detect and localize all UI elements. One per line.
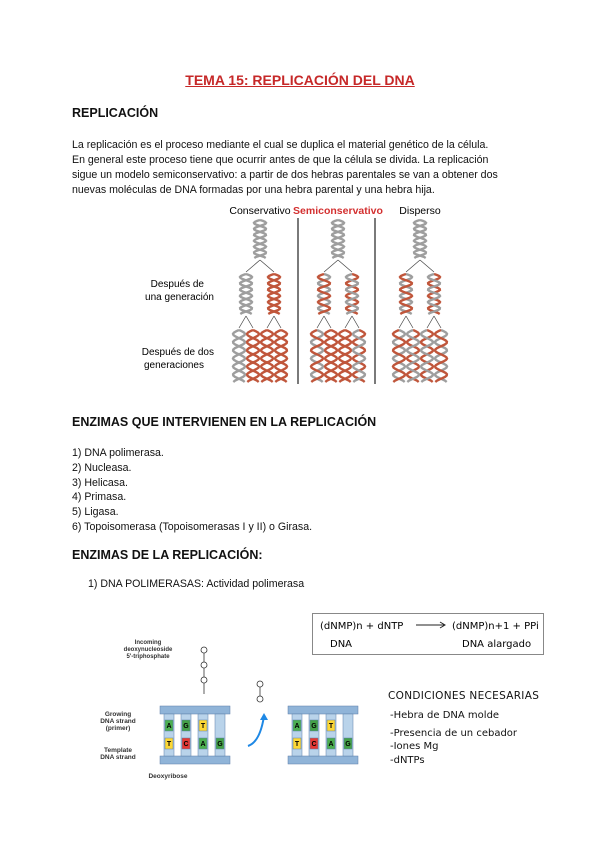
backbone-growing bbox=[160, 706, 230, 714]
dna-helix bbox=[428, 274, 440, 314]
model-label-conservativo: Conservativo bbox=[229, 205, 291, 217]
section-heading-enzimas: ENZIMAS QUE INTERVIENEN EN LA REPLICACIÓN bbox=[72, 415, 377, 429]
arrow-line bbox=[317, 316, 324, 328]
paragraph-line: sigue un modelo semiconservativo: a partir de dos hebras parentales se van a obtener dos bbox=[72, 169, 498, 181]
dna-helix bbox=[435, 330, 447, 382]
sub-item-dna-polimerasas: 1) DNA POLIMERASAS: Actividad polimerasa bbox=[88, 578, 305, 590]
dna-helix bbox=[318, 274, 330, 314]
base-letter: T bbox=[294, 741, 300, 748]
arrow-line bbox=[267, 316, 274, 328]
row-label-line: Después de dos bbox=[141, 347, 214, 358]
incoming-label-line: 5'-triphosphate bbox=[126, 654, 170, 660]
arrow-line bbox=[246, 260, 260, 272]
paragraph-line: En general este proceso tiene que ocurrir antes de que la célula se divida. La replicación bbox=[72, 154, 489, 166]
arrow-line bbox=[324, 260, 338, 272]
equation-right-label: DNA alargado bbox=[462, 639, 532, 650]
base-letter: C bbox=[311, 741, 317, 748]
dna-helix bbox=[275, 330, 287, 382]
arrow-line bbox=[406, 260, 420, 272]
backbone-template bbox=[160, 756, 230, 764]
release-arrow bbox=[248, 716, 264, 746]
base-letter: A bbox=[200, 741, 206, 748]
polymerase-mechanism-figure bbox=[100, 636, 380, 781]
paragraph-line: nuevas moléculas de DNA formadas por una hebra parental y una hebra hija. bbox=[72, 184, 435, 196]
arrow-line bbox=[345, 316, 352, 328]
growing-label-line: (primer) bbox=[105, 725, 131, 732]
model-label-disperso: Disperso bbox=[399, 205, 441, 217]
condition-item: -dNTPs bbox=[390, 755, 425, 766]
base-letter: T bbox=[200, 723, 206, 730]
dna-helix bbox=[247, 330, 259, 382]
template-label-line: DNA strand bbox=[100, 754, 136, 761]
section-heading-replicacion: REPLICACIÓN bbox=[72, 106, 159, 120]
list-item: 3) Helicasa. bbox=[72, 476, 128, 489]
helix-group bbox=[233, 220, 447, 382]
conditions-heading: CONDICIONES NECESARIAS bbox=[388, 690, 540, 702]
arrow-line bbox=[239, 316, 246, 328]
incoming-label-line: deoxynucleoside bbox=[123, 647, 173, 653]
base-letter: A bbox=[166, 723, 172, 730]
backbone-template bbox=[288, 756, 358, 764]
base-letter: G bbox=[183, 723, 189, 730]
base-letter: T bbox=[328, 723, 334, 730]
arrow-line bbox=[434, 316, 441, 328]
sugar-column bbox=[215, 714, 225, 756]
pyrophosphate-icon bbox=[257, 681, 263, 702]
list-item: 6) Topoisomerasa (Topoisomerasas I y II) o Girasa. bbox=[72, 520, 313, 533]
base-letter: T bbox=[166, 741, 172, 748]
row-label-line: Después de bbox=[150, 279, 204, 290]
base-letter: G bbox=[345, 741, 351, 748]
dna-helix bbox=[332, 220, 344, 258]
dna-helix bbox=[339, 330, 351, 382]
template-label-line: Template bbox=[103, 747, 133, 754]
base-letter: A bbox=[294, 723, 300, 730]
arrow-line bbox=[406, 316, 413, 328]
section-heading-enzimas-replicacion: ENZIMAS DE LA REPLICACIÓN: bbox=[72, 548, 263, 562]
dna-helix bbox=[254, 220, 266, 258]
phosphate-chain bbox=[201, 647, 207, 694]
dna-helix bbox=[353, 330, 365, 382]
row-label-line: una generación bbox=[145, 292, 214, 303]
list-item: 4) Primasa. bbox=[72, 491, 127, 504]
row-label-line: generaciones bbox=[143, 360, 204, 371]
sugar-column bbox=[343, 714, 353, 756]
model-label-semiconservativo: Semiconservativo bbox=[293, 205, 383, 217]
arrow-line bbox=[352, 316, 359, 328]
arrow-line bbox=[246, 316, 253, 328]
intro-paragraph bbox=[72, 138, 542, 198]
equation-left: (dNMP)n + dNTP bbox=[320, 621, 404, 632]
list-item: 2) Nucleasa. bbox=[72, 461, 132, 474]
list-item: 1) DNA polimerasa. bbox=[72, 447, 164, 459]
dna-helix bbox=[311, 330, 323, 382]
condition-item: -Iones Mg bbox=[390, 741, 439, 752]
base-letter: A bbox=[328, 741, 334, 748]
dna-helix bbox=[421, 330, 433, 382]
dna-helix bbox=[240, 274, 252, 314]
dna-helix bbox=[261, 330, 273, 382]
replication-models-figure bbox=[130, 198, 480, 388]
backbone-growing bbox=[288, 706, 358, 714]
growing-label-line: Growing bbox=[104, 711, 132, 718]
dna-helix bbox=[346, 274, 358, 314]
sugar-label: Deoxyribose bbox=[148, 773, 188, 780]
paragraph-line: La replicación es el proceso mediante el cual se duplica el material genético de la célula. bbox=[72, 139, 489, 151]
equation-right: (dNMP)n+1 + PPi bbox=[452, 621, 539, 632]
condition-item: -Presencia de un cebador bbox=[390, 728, 518, 739]
equation-left-label: DNA bbox=[330, 639, 353, 650]
dna-helix bbox=[407, 330, 419, 382]
page-title: TEMA 15: REPLICACIÓN DEL DNA bbox=[185, 72, 415, 88]
base-letter: G bbox=[311, 723, 317, 730]
dna-helix bbox=[233, 330, 245, 382]
dna-helix bbox=[325, 330, 337, 382]
arrow-line bbox=[274, 316, 281, 328]
dna-helix bbox=[400, 274, 412, 314]
enzyme-list bbox=[72, 446, 312, 535]
arrow-line bbox=[420, 260, 434, 272]
arrow-line bbox=[260, 260, 274, 272]
arrow-line bbox=[338, 260, 352, 272]
growing-label-line: DNA strand bbox=[100, 718, 136, 725]
arrow-line bbox=[427, 316, 434, 328]
base-letter: G bbox=[217, 741, 223, 748]
dna-helix bbox=[414, 220, 426, 258]
list-item: 5) Ligasa. bbox=[72, 506, 119, 519]
arrow-line bbox=[324, 316, 331, 328]
incoming-label-line: Incoming bbox=[134, 640, 162, 646]
base-letter: C bbox=[183, 741, 189, 748]
dna-helix bbox=[268, 274, 280, 314]
dna-helix bbox=[393, 330, 405, 382]
arrow-head-icon bbox=[260, 713, 268, 720]
arrow-line bbox=[399, 316, 406, 328]
condition-item: -Hebra de DNA molde bbox=[390, 710, 500, 721]
